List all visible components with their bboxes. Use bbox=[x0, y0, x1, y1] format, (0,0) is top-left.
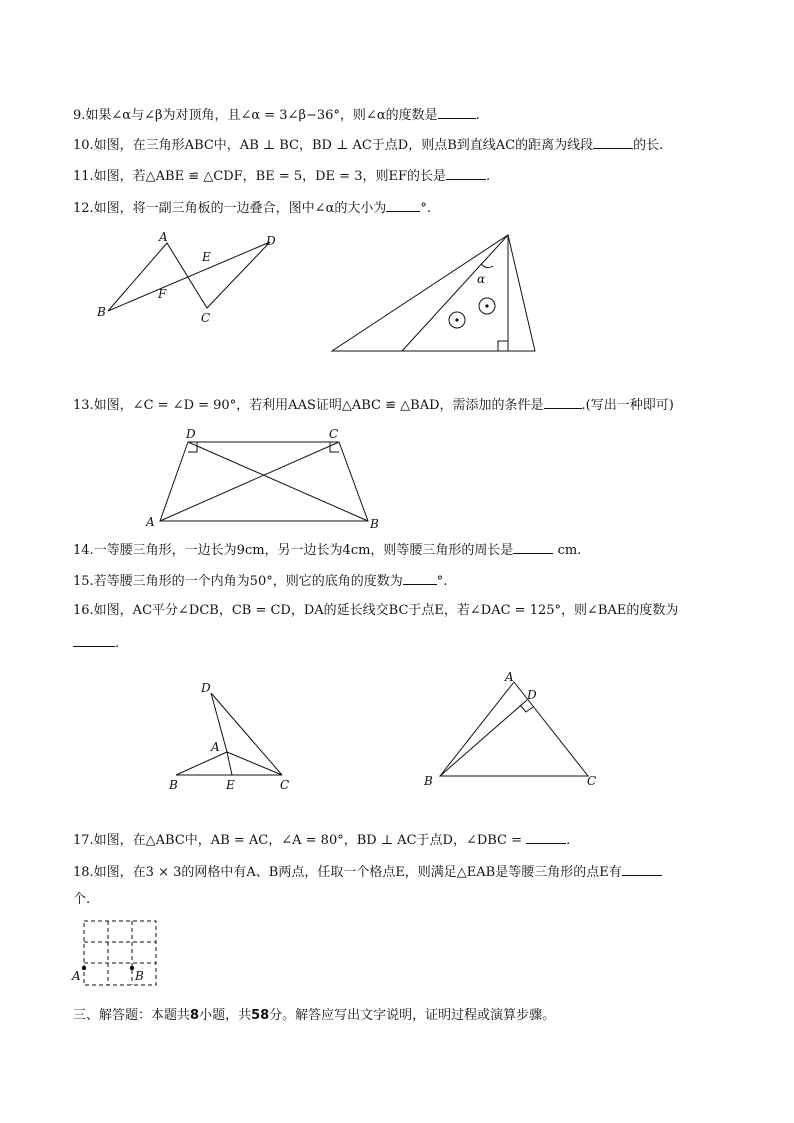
question-18-tail: 个. bbox=[73, 892, 91, 907]
answer-blank[interactable] bbox=[438, 104, 476, 119]
question-16 bbox=[73, 601, 678, 621]
answer-blank[interactable] bbox=[403, 570, 437, 585]
answer-blank[interactable] bbox=[386, 197, 420, 212]
question-13 bbox=[73, 394, 674, 416]
label-E: E bbox=[202, 250, 211, 264]
section-3-score: 58 bbox=[251, 1008, 270, 1023]
section-3-middle: 小题，共 bbox=[199, 1008, 252, 1023]
question-18-text: 18.如图，在3 × 3的网格中有A、B两点，任取一个格点E，则满足△EAB是等腰三角形的点E有 bbox=[73, 865, 622, 880]
label-A: A bbox=[159, 230, 168, 244]
label-C: C bbox=[201, 311, 211, 323]
label-D: D bbox=[266, 234, 276, 248]
figure-q17 bbox=[420, 668, 610, 792]
question-15 bbox=[73, 570, 447, 592]
label-A: A bbox=[211, 740, 220, 754]
label-B: B bbox=[370, 517, 379, 531]
answer-blank[interactable] bbox=[544, 394, 582, 409]
label-D: D bbox=[186, 427, 196, 441]
section-3-count: 8 bbox=[190, 1008, 200, 1023]
question-13-text: 13.如图，∠C = ∠D = 90°，若利用AAS证明△ABC ≌ △BAD，需添加的条件是 bbox=[73, 398, 544, 413]
label-E: E bbox=[226, 778, 235, 792]
figure-q16 bbox=[165, 678, 305, 796]
section-3-suffix: 分。解答应写出文字说明，证明过程或演算步骤。 bbox=[269, 1008, 556, 1023]
section-3-prefix: 三、解答题：本题共 bbox=[73, 1008, 191, 1023]
label-B: B bbox=[97, 305, 106, 319]
figure-q11 bbox=[95, 228, 285, 323]
question-14-tail: cm. bbox=[557, 543, 582, 558]
question-16-continued bbox=[73, 632, 119, 654]
label-A: A bbox=[72, 969, 81, 983]
figure-q13 bbox=[143, 424, 383, 532]
answer-blank[interactable] bbox=[622, 861, 662, 876]
figure-q18-grid bbox=[70, 916, 165, 988]
question-17 bbox=[73, 829, 570, 851]
question-15-text: 15.若等腰三角形的一个内角为50°，则它的底角的度数为 bbox=[73, 574, 403, 589]
answer-blank[interactable] bbox=[446, 165, 486, 180]
answer-blank[interactable] bbox=[73, 632, 115, 647]
question-17-text: 17.如图，在△ABC中，AB = AC，∠A = 80°，BD ⊥ AC于点D，∠DBC = bbox=[73, 833, 523, 848]
label-alpha: α bbox=[477, 272, 486, 286]
question-15-tail: °. bbox=[436, 574, 448, 589]
question-9-tail: . bbox=[475, 108, 480, 123]
answer-blank[interactable] bbox=[513, 539, 553, 554]
section-3-heading bbox=[73, 1006, 555, 1026]
question-18-continued bbox=[73, 890, 90, 910]
question-10 bbox=[73, 134, 663, 156]
question-12 bbox=[73, 197, 431, 219]
question-14 bbox=[73, 539, 581, 561]
point-A bbox=[82, 966, 86, 970]
question-9-text: 9.如果∠α与∠β为对顶角，且∠α = 3∠β−36°，则∠α的度数是 bbox=[73, 108, 438, 123]
answer-blank[interactable] bbox=[593, 134, 633, 149]
question-16-tail: . bbox=[115, 636, 120, 651]
question-12-tail: °. bbox=[420, 201, 431, 216]
label-B: B bbox=[169, 778, 178, 792]
label-B: B bbox=[135, 969, 144, 983]
label-A: A bbox=[505, 670, 514, 684]
label-C: C bbox=[587, 774, 597, 788]
label-A: A bbox=[146, 515, 155, 529]
label-B: B bbox=[424, 774, 433, 788]
question-11 bbox=[73, 165, 490, 187]
figure-q12 bbox=[325, 230, 545, 358]
question-13-tail: .(写出一种即可) bbox=[581, 398, 674, 413]
label-F: F bbox=[158, 287, 167, 301]
question-12-text: 12.如图，将一副三角板的一边叠合，图中∠α的大小为 bbox=[73, 201, 387, 216]
question-11-tail: . bbox=[485, 169, 491, 184]
label-C: C bbox=[329, 427, 339, 441]
question-11-text: 11.如图，若△ABE ≌ △CDF，BE = 5，DE = 3，则EF的长是 bbox=[73, 169, 446, 184]
answer-blank[interactable] bbox=[526, 829, 566, 844]
label-D: D bbox=[201, 681, 211, 695]
label-C: C bbox=[280, 778, 290, 792]
question-17-tail: . bbox=[566, 833, 571, 848]
point-B bbox=[130, 966, 134, 970]
question-16-text: 16.如图，AC平分∠DCB，CB = CD，DA的延长线交BC于点E，若∠DAC = 125°，则∠BAE的度数为 bbox=[73, 603, 679, 618]
question-18 bbox=[73, 861, 662, 883]
label-D: D bbox=[527, 688, 537, 702]
question-9 bbox=[73, 104, 480, 126]
question-14-text: 14.一等腰三角形，一边长为9cm，另一边长为4cm，则等腰三角形的周长是 bbox=[73, 543, 514, 558]
question-10-tail: 的长. bbox=[633, 138, 664, 153]
question-10-text: 10.如图，在三角形ABC中，AB ⊥ BC，BD ⊥ AC于点D，则点B到直线AC的距离为线段 bbox=[73, 138, 594, 153]
